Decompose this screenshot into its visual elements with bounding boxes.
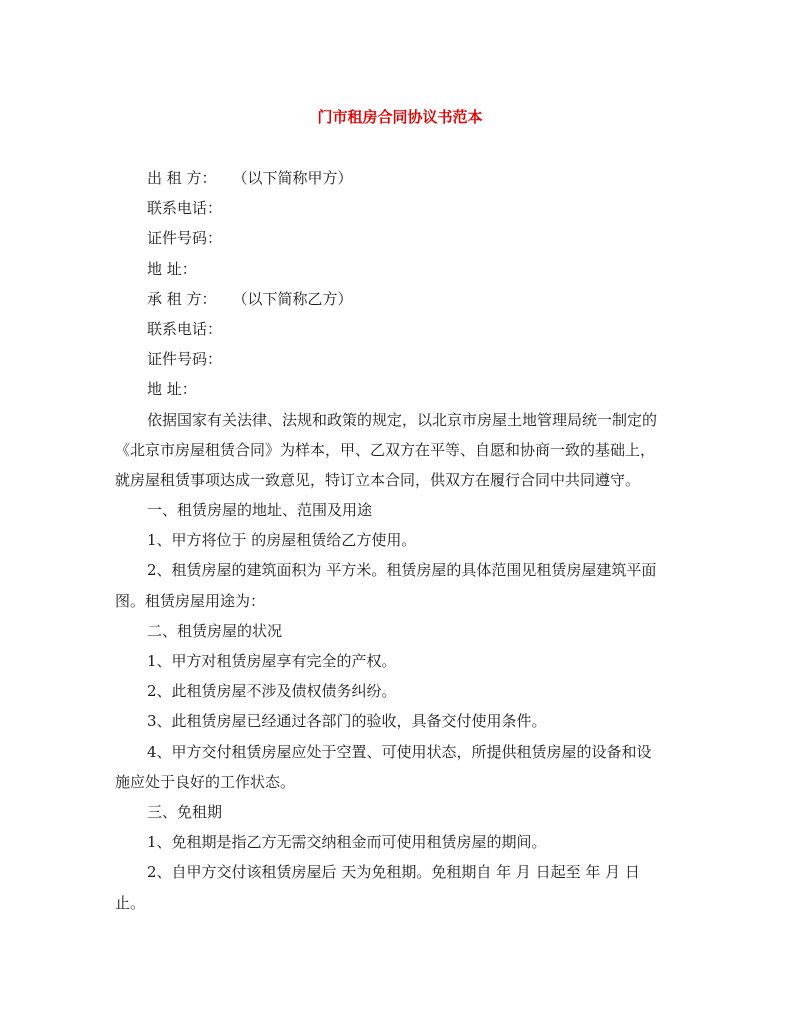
section-2-heading: 二、租赁房屋的状况 — [147, 621, 283, 640]
lessor-line — [115, 163, 685, 193]
section-3-heading: 三、免租期 — [147, 802, 223, 821]
lessor-label: 出 租 方： — [147, 169, 217, 187]
lessee-label: 承 租 方： — [147, 289, 217, 308]
section-3-item-2-line-2: 止。 — [115, 893, 146, 912]
preamble-line-3: 就房屋租赁事项达成一致意见，特订立本合同，供双方在履行合同中共同遵守。 — [115, 470, 641, 489]
section-3-item-1: 1、免租期是指乙方无需交纳租金而可使用租赁房屋的期间。 — [147, 833, 547, 852]
lessor-note: （以下简称甲方） — [232, 169, 353, 187]
document-body — [115, 163, 685, 918]
document-title: 门市租房合同协议书范本 — [317, 108, 483, 126]
section-2-item-2: 2、此租赁房屋不涉及债权债务纠纷。 — [147, 682, 397, 701]
section-2-item-1: 1、甲方对租赁房屋享有完全的产权。 — [147, 652, 397, 670]
section-1-item-2-line-2: 图。租赁房屋用途为： — [115, 591, 266, 610]
section-1-item-2-line-1: 2、租赁房屋的建筑面积为 平方米。租赁房屋的具体范围见租赁房屋建筑平面 — [147, 561, 657, 580]
section-3-item-2-line-1: 2、自甲方交付该租赁房屋后 天为免租期。免租期自 年 月 日起至 年 月 日 — [147, 863, 640, 882]
preamble-line-2: 《北京市房屋租赁合同》为样本，甲、乙双方在平等、自愿和协商一致的基础上， — [115, 440, 656, 459]
preamble-line-1: 依据国家有关法律、法规和政策的规定，以北京市房屋土地管理局统一制定的 — [147, 410, 658, 429]
section-1-item-1: 1、甲方将位于 的房屋租赁给乙方使用。 — [147, 531, 417, 550]
lessee-address-label: 地 址： — [147, 380, 197, 399]
lessor-address-label: 地 址： — [147, 259, 197, 278]
lessor-id-label: 证件号码： — [147, 229, 223, 248]
lessor-phone-label: 联系电话： — [147, 199, 223, 218]
lessee-id-label: 证件号码： — [147, 350, 223, 369]
section-2-item-4-line-2: 施应处于良好的工作状态。 — [115, 772, 296, 791]
lessee-note: （以下简称乙方） — [232, 289, 353, 308]
lessee-line — [115, 284, 685, 314]
section-2-item-4-line-1: 4、甲方交付租赁房屋应处于空置、可使用状态，所提供租赁房屋的设备和设 — [147, 742, 652, 761]
lessee-phone-label: 联系电话： — [147, 319, 223, 338]
section-2-item-3: 3、此租赁房屋已经通过各部门的验收，具备交付使用条件。 — [147, 712, 547, 731]
section-1-heading: 一、租赁房屋的地址、范围及用途 — [147, 501, 373, 520]
